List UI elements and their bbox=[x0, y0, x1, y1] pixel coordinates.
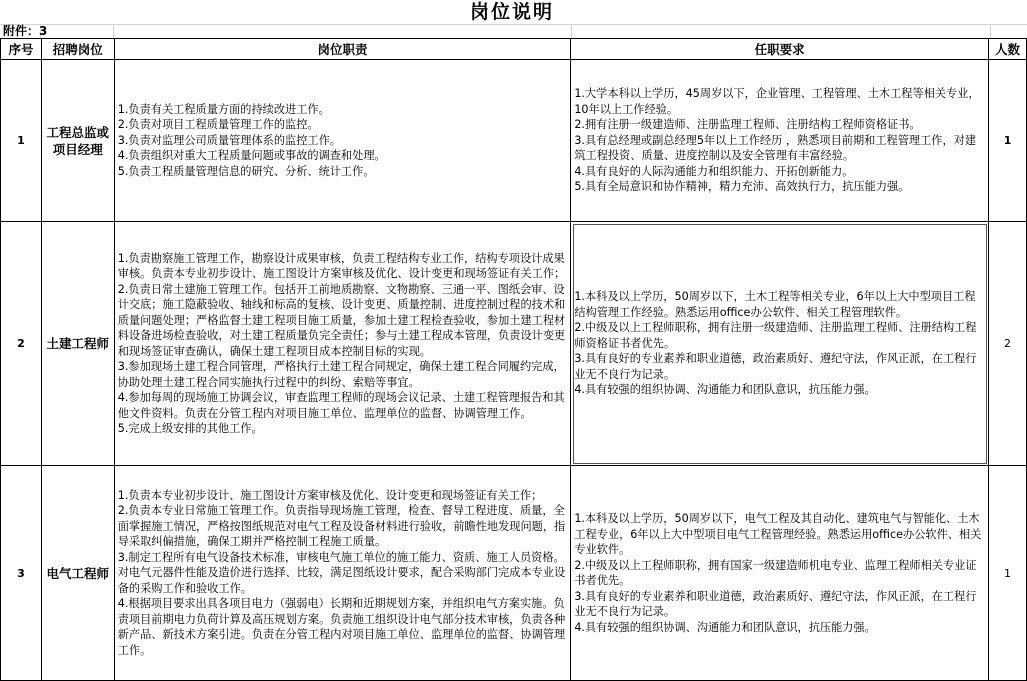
title-row bbox=[0, 0, 1027, 25]
page-title: 岗位说明 bbox=[470, 1, 555, 23]
requirement-line: 3.具有良好的专业素养和职业道德，政治素质好、遵纪守法，作风正派，在工程行业无不良行为记录。 bbox=[574, 589, 977, 618]
seq-cell: 1 bbox=[1, 60, 42, 222]
table-row bbox=[1, 222, 1027, 466]
headcount-cell: 1 bbox=[989, 466, 1027, 681]
requirement-line: 2.拥有注册一级建造师、注册监理工程师、注册结构工程师资格证书。 bbox=[574, 118, 921, 132]
header-headcount: 人数 bbox=[989, 39, 1027, 60]
seq-cell: 3 bbox=[1, 466, 42, 681]
grid-line bbox=[113, 24, 114, 38]
duty-line: 4.参加每周的现场施工协调会议，审查监理工程师的现场会议记录、土建工程管理报告和其他文件资料。负责在分管工程内对项目施工单位、监理单位的监督、协调管理工作。 bbox=[117, 391, 565, 420]
duty-line: 2.负责本专业日常施工管理工作。负责指导现场施工管理，检查、督导工程进度、质量，全面掌握施工情况，严格按图纸规范对电气工程及设备材料进行验收，前瞻性地发现问题，指导采取纠偏措施，确保工期并严格控制工程施工质量。 bbox=[117, 504, 566, 549]
duty-line: 5.完成上级安排的其他工作。 bbox=[117, 422, 263, 435]
requirements-cell[interactable] bbox=[571, 222, 989, 466]
header-duties: 岗位职责 bbox=[114, 39, 571, 60]
duties-cell bbox=[114, 466, 571, 681]
duty-line: 1.负责本专业初步设计、施工图设计方案审核及优化、设计变更和现场签证有关工作； bbox=[117, 488, 543, 502]
duty-line: 3.制定工程所有电气设备技术标准，审核电气施工单位的施工能力、资质、施工人员资格。对电气元器件性能及造价进行选择、比较，满足图纸设计要求，配合采购部门完成本专业设备的采购工作和验收工作。 bbox=[117, 550, 566, 595]
requirement-line: 4.具有较强的组织协调、沟通能力和团队意识，抗压能力强。 bbox=[574, 383, 876, 397]
duties-cell bbox=[114, 222, 571, 466]
header-seq: 序号 bbox=[1, 39, 42, 60]
requirement-line: 4.具有较强的组织协调、沟通能力和团队意识，抗压能力强。 bbox=[574, 620, 876, 634]
grid-line bbox=[571, 24, 572, 38]
duties-cell bbox=[114, 60, 571, 222]
requirement-line: 1.大学本科以上学历，45周岁以下，企业管理、工程管理、土木工程等相关专业，10年以上工作经验。 bbox=[574, 87, 980, 116]
header-position: 招聘岗位 bbox=[41, 39, 114, 60]
duty-line: 4.根据项目要求出具各项目电力（强弱电）长期和近期规划方案，并组织电气方案实施。负责项目前期电力负荷计算及高压规划方案。负责施工组织设计电气部分技术审核，负责各种新产品、新技术方案引进。负责在分管工程内对项目施工单位、监理单位的监督、协调管理工作。 bbox=[117, 597, 566, 657]
table-row bbox=[1, 466, 1027, 681]
requirement-line: 1.本科及以上学历，50周岁以下，土木工程等相关专业，6年以上大中型项目工程结构管理工作经验。熟悉运用office办公软件、相关工程管理软件。 bbox=[574, 290, 976, 319]
duty-line: 3.参加现场土建工程合同管理，严格执行土建工程合同规定，确保土建工程合同履约完成，协助处理土建工程合同实施执行过程中的纠纷、索赔等事宜。 bbox=[117, 360, 565, 389]
requirement-line: 1.本科及以上学历，50周岁以下，电气工程及其自动化、建筑电气与智能化、土木工程专业，6年以上大中型项目电气工程管理经验。熟悉运用office办公软件、相关专业软件。 bbox=[574, 512, 982, 556]
grid-line bbox=[990, 24, 991, 38]
duty-line: 5.负责工程质量管理信息的研究、分析、统计工作。 bbox=[117, 164, 375, 178]
duty-line: 2.负责对项目工程质量管理工作的监控。 bbox=[117, 118, 319, 132]
seq-cell: 2 bbox=[1, 222, 42, 466]
position-cell: 工程总监或项目经理 bbox=[41, 60, 114, 222]
header-requirements: 任职要求 bbox=[571, 39, 989, 60]
headcount-cell: 1 bbox=[989, 60, 1027, 222]
position-table bbox=[0, 38, 1027, 681]
requirement-line: 2.中级及以上工程师职称，拥有国家一级建造师机电专业、监理工程师相关专业证书者优先。 bbox=[574, 558, 977, 587]
requirement-line: 2.中级及以上工程师职称，拥有注册一级建造师、注册监理工程师、注册结构工程师资格证书者优先。 bbox=[574, 321, 977, 350]
requirement-line: 5.具有全局意识和协作精神，精力充沛、高效执行力，抗压能力强。 bbox=[574, 180, 910, 194]
requirement-line: 3.具有良好的专业素养和职业道德，政治素质好、遵纪守法，作风正派，在工程行业无不良行为记录。 bbox=[574, 352, 977, 381]
requirement-line: 3.具有总经理或副总经理5年以上工作经历 ，熟悉项目前期和工程管理工作，对建筑工程投资、质量、进度控制以及安全管理有丰富经验。 bbox=[574, 133, 977, 163]
table-row bbox=[1, 60, 1027, 222]
duty-line: 1.负责勘察施工管理工作，勘察设计成果审核，负责工程结构专业工作，结构专项设计成果审核。负责本专业初步设计、施工图设计方案审核及优化、设计变更和现场签证有关工作； bbox=[117, 251, 566, 280]
headcount-cell: 2 bbox=[989, 222, 1027, 466]
position-cell: 土建工程师 bbox=[41, 222, 114, 466]
duty-line: 4.负责组织对重大工程质量问题或事故的调查和处理。 bbox=[117, 149, 386, 163]
requirement-line: 4.具有良好的人际沟通能力和组织能力、开拓创新能力。 bbox=[574, 164, 854, 178]
requirements-cell bbox=[571, 466, 989, 681]
duty-line: 3.负责对监理公司质量管理体系的监控工作。 bbox=[117, 133, 341, 147]
attachment-label: 附件：3 bbox=[3, 24, 48, 38]
duty-line: 1.负责有关工程质量方面的持续改进工作。 bbox=[117, 102, 330, 116]
position-cell: 电气工程师 bbox=[41, 466, 114, 681]
duty-line: 2.负责日常土建施工管理工作。包括开工前地质勘察、文物勘察、三通一平、图纸会审、设计交底；施工隐蔽验收、轴线和标高的复核、设计变更、质量控制、进度控制过程的技术和质量问题处理；严格监督土建工程项目施工质量，参加土建工程检查验收，参加土建工程材料设备进场检查验收，对土建工程质量负完全责任；参与土建工程成本管理，负责设计变更和现场签证审查确认，确保土建工程项目成本控制目标的实现。 bbox=[117, 282, 566, 358]
requirements-cell bbox=[571, 60, 989, 222]
table-header-row bbox=[1, 39, 1027, 60]
